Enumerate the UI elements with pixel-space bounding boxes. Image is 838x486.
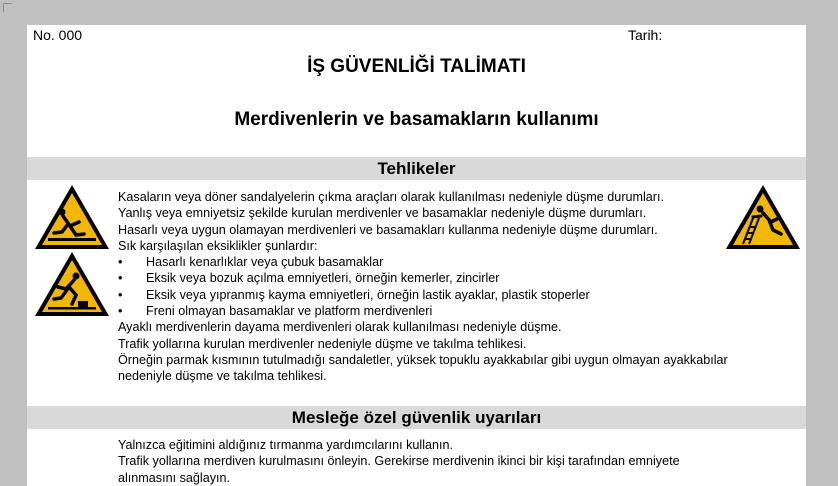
hazards-heading: Tehlikeler: [27, 157, 806, 180]
hazard-paragraph: Kasaların veya döner sandalyelerin çıkma araçları olarak kullanılması nedeniyle düşme durumları.: [118, 190, 664, 204]
bullet-glyph: •: [118, 287, 123, 302]
document-title: İŞ GÜVENLİĞİ TALİMATI: [307, 56, 526, 77]
list-item-text: Eksik veya yıpranmış kayma emniyetleri, örneğin lastik ayaklar, plastik stoperler: [146, 287, 590, 302]
fall-from-ladder-warning-icon: [723, 182, 803, 252]
hazard-paragraph: Örneğin parmak kısmının tutulmadığı sandaletler, yüksek topuklu ayakkabılar gibi uygun olmayan ayakkabılar nedeniyle düşme ve takılma tehlikesi.: [118, 352, 728, 384]
hazard-paragraph: Hasarlı veya uygun olamayan merdivenleri ve basamakları kullanma nedeniyle düşme durumları.: [118, 222, 658, 237]
hazard-paragraph: Ayaklı merdivenlerin dayama merdivenleri olarak kullanılması nedeniyle düşme.: [118, 320, 562, 335]
document-subtitle: Merdivenlerin ve basamakların kullanımı: [234, 109, 599, 130]
page-corner-mark: [3, 3, 12, 12]
warnings-text: [118, 437, 728, 486]
warning-paragraph: Trafik yollarına merdiven kurulmasını önleyin. Gerekirse merdivenin ikinci bir kişi tarafından emniyete alınmasını sağlayın.: [118, 454, 680, 485]
hazard-paragraph: Yanlış veya emniyetsiz şekilde kurulan merdivenler ve basamaklar nedeniyle düşme durumları.: [118, 206, 647, 221]
bullet-glyph: •: [118, 271, 123, 286]
warnings-heading: Mesleğe özel güvenlik uyarıları: [27, 406, 806, 429]
list-item: [118, 303, 728, 319]
list-item: [118, 270, 728, 286]
warning-paragraph: Yalnızca eğitimini aldığınız tırmanma yardımcılarını kullanın.: [118, 438, 454, 452]
document-number: No. 000: [33, 27, 83, 43]
hazard-paragraph: Sık karşılaşılan eksiklikler şunlardır:: [118, 238, 318, 253]
date-label: Tarih:: [628, 27, 663, 43]
hazards-text: [118, 189, 728, 385]
bullet-glyph: •: [118, 304, 123, 319]
list-item-text: Hasarlı kenarlıklar veya çubuk basamaklar: [146, 255, 384, 270]
list-item: [118, 254, 728, 270]
document-header: [27, 25, 806, 157]
list-item-text: Freni olmayan basamaklar ve platform merdivenleri: [146, 304, 433, 319]
list-item-text: Eksik veya bozuk açılma emniyetleri, örneğin kemerler, zincirler: [146, 271, 500, 286]
list-item: [118, 287, 728, 303]
hazard-paragraph: Trafik yollarına kurulan merdivenler nedeniyle düşme ve takılma tehlikesi.: [118, 336, 527, 351]
bullet-glyph: •: [118, 255, 123, 270]
warnings-section: [27, 429, 806, 486]
deficiency-list: [118, 254, 728, 319]
slippery-floor-warning-icon: [32, 182, 112, 252]
hazards-section: [27, 180, 806, 406]
trip-hazard-warning-icon: [32, 249, 112, 319]
